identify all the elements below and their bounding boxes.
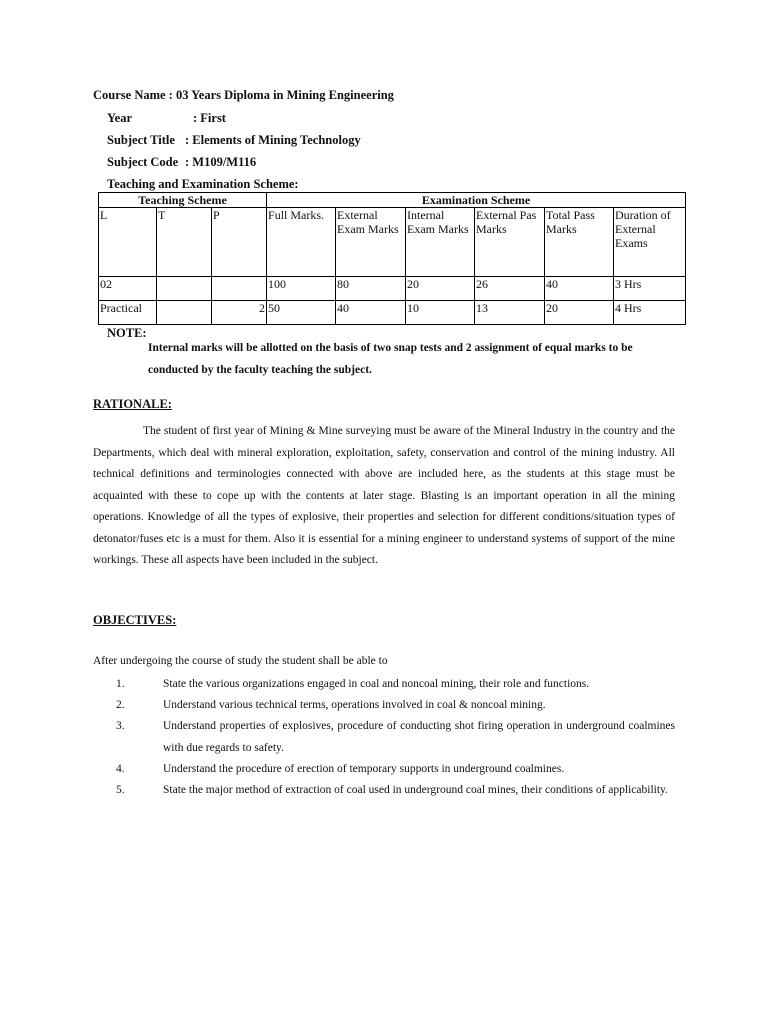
table-cell: 40 <box>545 277 614 301</box>
examination-scheme-header: Examination Scheme <box>267 193 686 208</box>
column-header: External Exam Marks <box>336 208 406 277</box>
column-header: Total Pass Marks <box>545 208 614 277</box>
column-header: Full Marks. <box>267 208 336 277</box>
subject-title-label: Subject Title <box>107 133 175 147</box>
table-cell: 40 <box>336 301 406 325</box>
column-header: P <box>212 208 267 277</box>
table-cell: 20 <box>406 277 475 301</box>
rationale-text: The student of first year of Mining & Mine surveying must be aware of the Mineral Industry in the country and the Departments, which deal with mineral exploration, exploitation, safety, conservation and control of the mining industry. All technical definitions and terminologies connected with above are included here, as the students at this stage must be acquainted with these to cope up with the contents at later stage. Blasting is an important operation in all the mining operations. Knowledge of all the types of explosive, their properties and selection for different conditions/situation types of detonator/fuses etc is a must for them. Also it is essential for a mining engineer to understand systems of support of the mine workings. These all aspects have been included in the subject. <box>93 425 675 566</box>
objectives-intro: After undergoing the course of study the student shall be able to <box>93 655 388 667</box>
column-header: L <box>99 208 157 277</box>
table-cell: Practical <box>99 301 157 325</box>
list-item-text: State the major method of extraction of coal used in underground coal mines, their conditions of applicability. <box>163 784 668 796</box>
table-cell: 3 Hrs <box>614 277 686 301</box>
teaching-scheme-header: Teaching Scheme <box>99 193 267 208</box>
note-text: Internal marks will be allotted on the basis of two snap tests and 2 assignment of equal marks to be conducted by the faculty teaching the subject. <box>148 342 633 376</box>
list-item-number: 2. <box>116 699 125 711</box>
column-header: External Pas Marks <box>475 208 545 277</box>
scheme-heading: Teaching and Examination Scheme: <box>107 177 299 191</box>
table-cell: 80 <box>336 277 406 301</box>
table-cell <box>157 277 212 301</box>
subject-title-value: : Elements of Mining Technology <box>185 133 361 147</box>
list-item-number: 5. <box>116 784 125 796</box>
scheme-table <box>98 192 686 325</box>
table-column-header-row <box>99 208 686 277</box>
subject-code-value: : M109/M116 <box>185 155 257 169</box>
objectives-heading: OBJECTIVES: <box>93 613 177 627</box>
list-item-text: State the various organizations engaged in coal and noncoal mining, their role and functions. <box>163 678 590 690</box>
list-item-text: Understand the procedure of erection of temporary supports in underground coalmines. <box>163 763 565 775</box>
list-item-number: 4. <box>116 763 125 775</box>
subject-code-label: Subject Code <box>107 155 179 169</box>
table-cell: 13 <box>475 301 545 325</box>
table-cell: 2 <box>212 301 267 325</box>
column-header: Duration of External Exams <box>614 208 686 277</box>
year-row <box>107 111 226 126</box>
table-row <box>99 277 686 301</box>
year-label: Year <box>107 111 132 125</box>
course-name: Course Name : 03 Years Diploma in Mining Engineering <box>93 88 394 102</box>
list-item-number: 3. <box>116 720 125 732</box>
table-cell: 100 <box>267 277 336 301</box>
column-header: Internal Exam Marks <box>406 208 475 277</box>
table-cell: 50 <box>267 301 336 325</box>
rationale-heading: RATIONALE: <box>93 397 172 411</box>
table-cell: 26 <box>475 277 545 301</box>
list-item-text: Understand various technical terms, operations involved in coal & noncoal mining. <box>163 699 546 711</box>
table-row <box>99 301 686 325</box>
table-cell: 10 <box>406 301 475 325</box>
table-group-header-row <box>99 193 686 208</box>
table-cell <box>212 277 267 301</box>
table-cell: 02 <box>99 277 157 301</box>
table-cell: 4 Hrs <box>614 301 686 325</box>
list-item-text: Understand properties of explosives, procedure of conducting shot firing operation in underground coalmines with due regards to safety. <box>163 720 675 754</box>
table-cell <box>157 301 212 325</box>
subject-code-row <box>107 155 256 170</box>
year-value: : First <box>193 111 226 125</box>
list-item-number: 1. <box>116 678 125 690</box>
note-label: NOTE: <box>107 326 147 340</box>
table-cell: 20 <box>545 301 614 325</box>
subject-title-row <box>107 133 361 148</box>
column-header: T <box>157 208 212 277</box>
